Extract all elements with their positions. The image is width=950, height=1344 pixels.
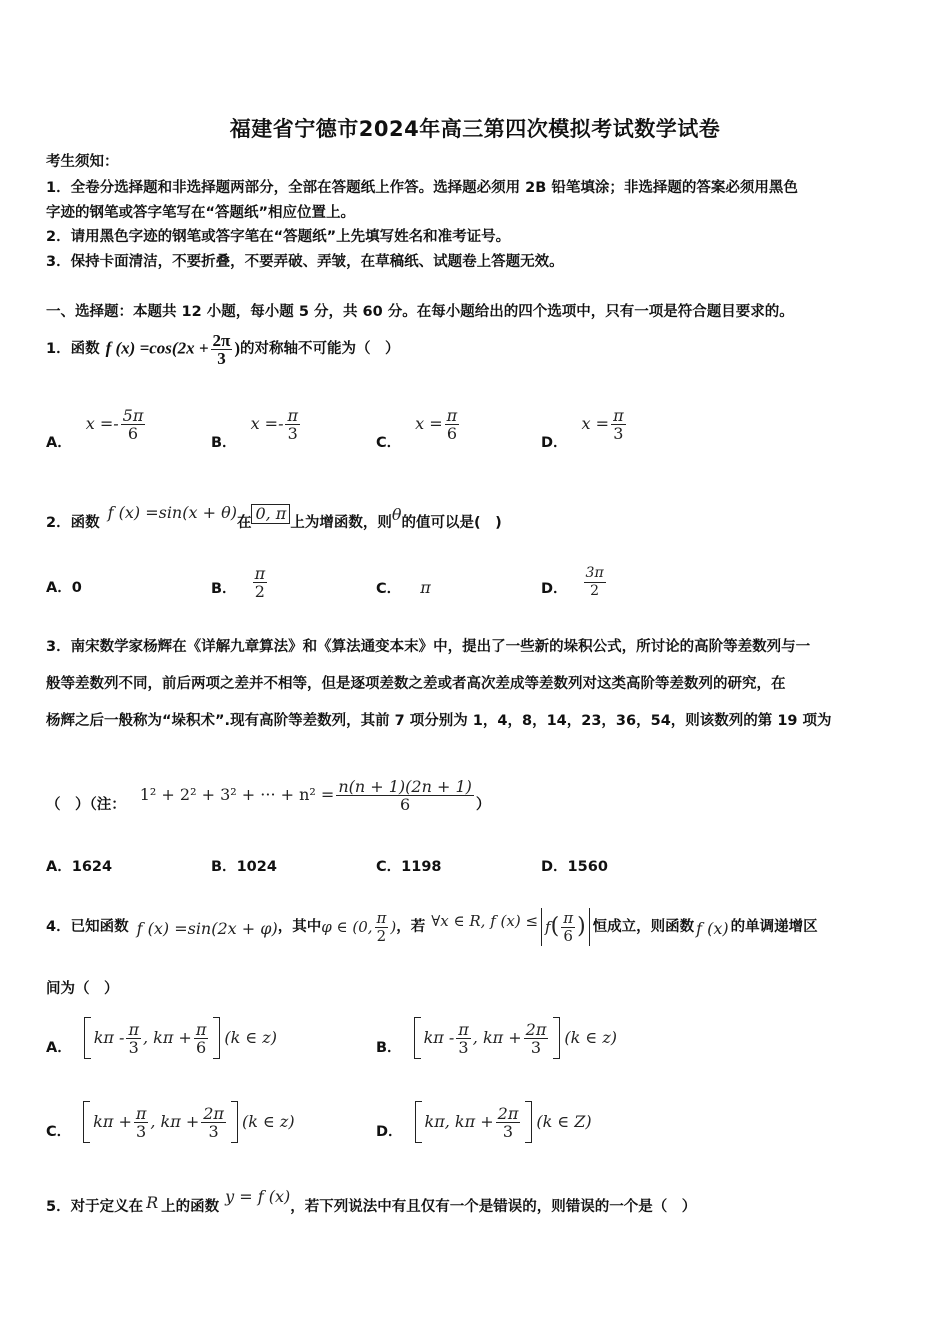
q3-option-c-value: 1198: [401, 859, 442, 875]
q4-option-a-ad: 3: [128, 1037, 139, 1057]
q3-line-1: 3．南宋数学家杨辉在《详解九章算法》和《算法通变本末》中，提出了一些新的垛积公式，所讨论的高阶等差数列与一: [46, 639, 811, 655]
notice-item-1-line-1: 1．全卷分选择题和非选择题两部分，全部在答题纸上作答。选择题必须用 2B 铅笔填涂；非选择题的答案必须用黑色: [46, 180, 798, 196]
q5-set-r: R: [146, 1193, 159, 1212]
q4-option-b-tail: (k ∈ z): [564, 1028, 617, 1047]
q1-func-lhs: f (x) =cos(2x +: [105, 337, 209, 357]
q4-phi-close: ): [390, 918, 397, 936]
question-4: 4．已知函数 f (x) =sin(2x + φ) ，其中 φ ∈ (0, $\frac{\pi}{2}$ ) ，若 ∀x ∈ R, f (x) ≤ f ( $\frac{\pi}{6}$ ) 恒成立，则函数 f (x) 的单调递增区: [46, 908, 818, 945]
q1-option-b-pre: x =-: [250, 414, 284, 433]
notice-item-3: 3．保持卡面清洁，不要折叠，不要弄破、弄皱，在草稿纸、试题卷上答题无效。: [46, 254, 564, 270]
q2-option-c-label: C．: [376, 581, 402, 597]
q5-function: y = f (x): [225, 1187, 291, 1206]
q4-phi-den: 2: [376, 926, 387, 945]
q2-option-a-label: A．: [46, 580, 72, 596]
q2-option-b-num: π: [254, 564, 266, 583]
notice-item-2: 2．请用黑色字迹的钢笔或答字笔在“答题纸”上先填写姓名和准考证号。: [46, 229, 511, 245]
q2-option-d-num: 3π: [585, 565, 604, 581]
q3-option-b[interactable]: [211, 858, 277, 876]
q1-func-num: 2π: [212, 330, 231, 350]
q2-interval: [251, 504, 290, 524]
q2-prefix: 2．函数: [46, 515, 100, 531]
q2-option-b-label: B．: [211, 581, 237, 597]
q4-mid-2: ，若: [396, 919, 426, 935]
q2-option-a[interactable]: [46, 579, 82, 597]
q4-option-d-bn: 2π: [497, 1103, 519, 1123]
q3-line-3: 杨辉之后一般称为“垛积术”.现有高阶等差数列，其前 7 项分别为 1，4，8，14，23，36，54，则该数列的第 19 项为: [46, 713, 832, 729]
q4-option-b-label: B．: [376, 1040, 402, 1056]
q3-formula-lhs: 1² + 2² + 3² + ··· + n² =: [139, 785, 335, 804]
q1-prefix: 1．函数: [46, 341, 100, 357]
q4-cond-num: π: [563, 908, 574, 927]
q3-option-a-value: 1624: [71, 859, 113, 875]
q1-option-a-den: 6: [127, 424, 139, 443]
q3-option-b-value: 1024: [236, 859, 277, 875]
q2-suffix-1: 上为增函数，则: [290, 515, 392, 531]
q3-formula-den: 6: [400, 794, 411, 814]
q4-cond-den: 6: [563, 926, 573, 945]
q1-func-den: 3: [217, 348, 226, 368]
section-heading: 一、选择题：本题共 12 小题，每小题 5 分，共 60 分。在每小题给出的四个选项中，只有一项是符合题目要求的。: [46, 304, 794, 320]
q4-option-a-b: , kπ +: [142, 1028, 192, 1047]
q1-option-b-label: B．: [211, 435, 237, 451]
q4-option-b-bd: 3: [530, 1037, 542, 1057]
notice-heading: 考生须知：: [46, 154, 119, 170]
q4-option-a-bn: π: [195, 1019, 207, 1039]
q1-option-b-num: π: [287, 406, 298, 425]
q1-option-a-num: 5π: [122, 406, 144, 425]
q4-option-d-tail: (k ∈ Z): [536, 1112, 592, 1131]
q1-option-d-num: π: [613, 406, 624, 425]
q2-option-b[interactable]: [211, 556, 269, 601]
q1-option-c-pre: x =: [415, 414, 443, 433]
q4-mid-3: 恒成立，则函数: [592, 919, 695, 935]
q4-option-b-ad: 3: [458, 1037, 469, 1057]
q2-mid: 在: [236, 515, 252, 531]
q2-option-a-value: 0: [71, 580, 82, 596]
q2-theta: θ: [391, 505, 402, 524]
q4-option-b-b: , kπ +: [472, 1028, 522, 1047]
q4-option-c-bn: 2π: [203, 1103, 224, 1123]
q4-option-d-a: kπ, kπ +: [424, 1112, 494, 1131]
q2-function: f (x) =sin(x + θ): [107, 503, 237, 522]
q3-option-c[interactable]: [376, 858, 442, 876]
q1-option-a-pre: x =-: [85, 414, 119, 433]
q4-option-a-tail: (k ∈ z): [224, 1028, 277, 1047]
q1-option-d-den: 3: [613, 424, 624, 443]
q3-option-a-label: A．: [46, 859, 72, 875]
q3-option-d-label: D．: [541, 859, 568, 875]
q3-option-b-label: B．: [211, 859, 237, 875]
q4-option-b-an: π: [458, 1019, 469, 1039]
q1-option-a[interactable]: [46, 406, 147, 452]
q2-option-b-den: 2: [254, 582, 265, 601]
q1-option-a-label: A．: [46, 435, 72, 451]
q3-option-a[interactable]: [46, 858, 112, 876]
q4-option-d-bd: 3: [502, 1121, 514, 1141]
q4-option-c-bd: 3: [208, 1121, 219, 1141]
page-title: 福建省宁德市2024年高三第四次模拟考试数学试卷: [229, 117, 721, 141]
q2-option-c-value: π: [420, 578, 431, 597]
question-1: [46, 326, 400, 372]
q3-note-suffix: ）: [475, 797, 491, 813]
q1-option-c-num: π: [446, 406, 458, 425]
question-5: [46, 1180, 696, 1216]
q3-note-prefix: （ ）（注：: [46, 797, 126, 813]
q4-option-c-tail: (k ∈ z): [241, 1112, 295, 1131]
q4-mid-1: ，其中: [277, 919, 322, 935]
q1-option-b[interactable]: [211, 406, 302, 452]
q3-note: [46, 772, 490, 818]
q4-function: f (x) =sin(2x + φ): [136, 919, 278, 938]
q4-option-c-ad: 3: [136, 1121, 147, 1141]
q5-suffix: ，若下列说法中有且仅有一个是错误的，则错误的一个是（ ）: [290, 1199, 697, 1215]
q4-option-b-bn: 2π: [525, 1019, 547, 1039]
q4-phi-num: π: [376, 908, 387, 927]
q3-option-d-value: 1560: [567, 859, 608, 875]
q4-option-a[interactable]: [46, 1014, 277, 1062]
q4-option-d[interactable]: [376, 1098, 592, 1146]
q4-phi-range: φ ∈ (0,: [321, 918, 373, 936]
q2-option-d-den: 2: [590, 583, 600, 599]
q4-option-a-an: π: [128, 1019, 139, 1039]
q2-option-d-label: D．: [541, 581, 568, 597]
q4-option-a-a: kπ -: [93, 1028, 125, 1047]
q1-func-close: ): [234, 337, 241, 357]
q1-option-b-den: 3: [287, 424, 298, 443]
q1-option-d-pre: x =: [581, 414, 610, 433]
q4-function-2: f (x): [696, 919, 729, 938]
notice-item-1-line-2: 字迹的钢笔或答字笔写在“答题纸”相应位置上。: [46, 205, 356, 221]
q2-option-c[interactable]: [376, 579, 431, 598]
q4-option-a-label: A．: [46, 1040, 72, 1056]
q5-mid: 上的函数: [161, 1199, 220, 1215]
q1-option-d-label: D．: [541, 435, 568, 451]
q1-suffix: 的对称轴不可能为（ ）: [240, 341, 400, 357]
q4-line-2: 间为（ ）: [46, 981, 119, 997]
q2-interval-value: 0, π: [255, 504, 287, 523]
q4-cond-f: f: [545, 918, 551, 936]
q4-option-d-label: D．: [376, 1124, 403, 1140]
q4-option-c-b: , kπ +: [150, 1112, 200, 1131]
q1-option-d[interactable]: [541, 406, 628, 452]
q3-formula-num: n(n + 1)(2n + 1): [338, 776, 472, 796]
q4-option-c-label: C．: [46, 1124, 72, 1140]
q3-option-d[interactable]: [541, 858, 608, 876]
q4-option-b-a: kπ -: [423, 1028, 455, 1047]
q2-option-d[interactable]: [541, 556, 608, 598]
q3-option-c-label: C．: [376, 859, 402, 875]
q1-function: [106, 332, 240, 367]
q3-line-2: 般等差数列不同，前后两项之差并不相等，但是逐项差数之差或者高次差成等差数列对这类高阶等差数列的研究，在: [46, 676, 786, 692]
q4-suffix: 的单调递增区: [730, 919, 818, 935]
q1-option-c-den: 6: [446, 424, 458, 443]
question-2: [46, 492, 502, 532]
q4-option-b[interactable]: [376, 1014, 617, 1062]
q4-option-a-bd: 6: [195, 1037, 207, 1057]
q1-option-c-label: C．: [376, 435, 402, 451]
q4-option-c-an: π: [135, 1103, 147, 1123]
q4-option-c-a: kπ +: [93, 1112, 132, 1131]
q4-cond-lhs: ∀x ∈ R, f (x) ≤: [431, 912, 539, 930]
q4-prefix: 4．已知函数: [46, 919, 129, 935]
q4-option-c[interactable]: [46, 1098, 295, 1146]
q5-prefix: 5．对于定义在: [46, 1199, 144, 1215]
q1-option-c[interactable]: [376, 406, 461, 452]
q2-suffix-2: 的值可以是( ): [401, 515, 502, 531]
